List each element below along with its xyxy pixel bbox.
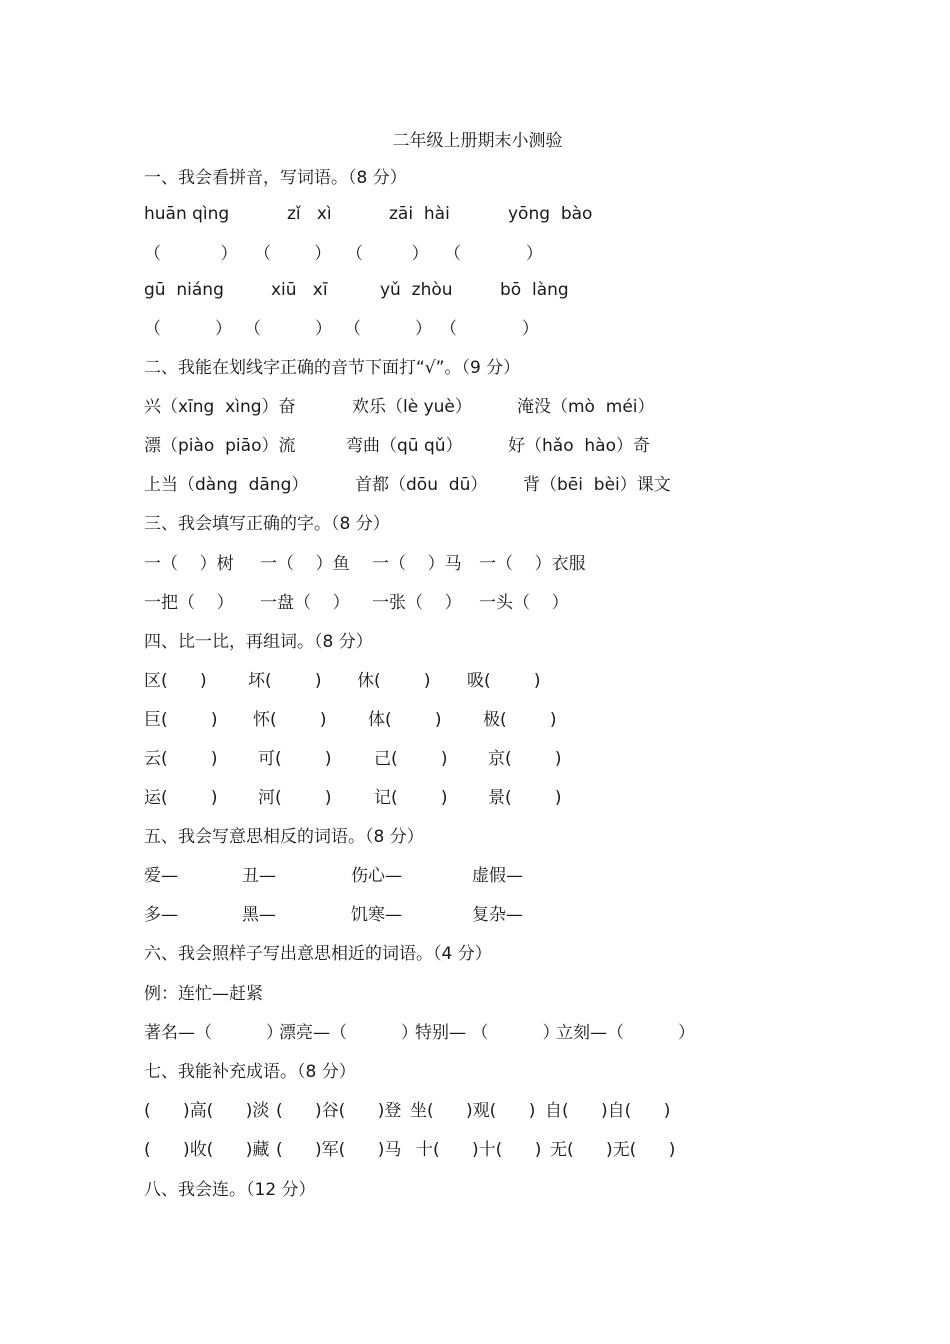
synonym-item[interactable]: 漂亮—（ ）: [279, 1023, 419, 1043]
answer-blank[interactable]: （ ）: [346, 244, 429, 264]
answer-blank-row-1: [144, 242, 744, 266]
answer-blank[interactable]: （ ）: [444, 244, 543, 264]
section-7-heading: 七、我能补充成语。（8 分）: [144, 1062, 356, 1082]
idiom-item[interactable]: ( )谷( )登: [276, 1101, 402, 1121]
word-group-row-2: [144, 708, 744, 732]
word-group-item[interactable]: 景( ): [488, 788, 562, 808]
word-group-item[interactable]: 坏( ): [248, 671, 322, 691]
measure-word-row-2: [144, 591, 744, 615]
pronunciation-row-1: [144, 395, 744, 419]
word-group-item[interactable]: 河( ): [258, 788, 332, 808]
pinyin-item: yǔ zhòu: [380, 280, 453, 300]
idiom-item[interactable]: 无( )无( ): [550, 1140, 676, 1160]
word-group-item[interactable]: 巨( ): [144, 710, 218, 730]
pinyin-item: zāi hài: [389, 204, 450, 224]
answer-blank[interactable]: （ ）: [144, 244, 238, 264]
word-group-item[interactable]: 己( ): [374, 749, 448, 769]
antonym-item[interactable]: 爱—: [144, 866, 178, 886]
pronunciation-item[interactable]: 上当（dàng dāng）: [144, 475, 309, 495]
idiom-item[interactable]: ( )高( )淡: [144, 1101, 270, 1121]
word-group-item[interactable]: 云( ): [144, 749, 218, 769]
measure-word-item[interactable]: 一盘（ ）: [260, 593, 350, 613]
synonym-item[interactable]: 立刻—（ ）: [556, 1023, 696, 1043]
pronunciation-item[interactable]: 背（bēi bèi）课文: [523, 475, 671, 495]
measure-word-item[interactable]: 一头（ ）: [479, 593, 569, 613]
word-group-item[interactable]: 京( ): [488, 749, 562, 769]
idiom-item[interactable]: 坐( )观( ): [410, 1101, 536, 1121]
pronunciation-item[interactable]: 好（hǎo hào）奇: [508, 436, 650, 456]
word-group-item[interactable]: 极( ): [483, 710, 557, 730]
pronunciation-row-3: [144, 473, 744, 497]
pinyin-row-2: [144, 278, 744, 302]
page-title: 二年级上册期末小测验: [392, 131, 563, 151]
synonym-item[interactable]: 特别— （ ）: [415, 1023, 560, 1043]
measure-word-item[interactable]: 一（ ）马: [372, 554, 462, 574]
antonym-item[interactable]: 伤心—: [351, 866, 402, 886]
answer-blank[interactable]: （ ）: [344, 319, 433, 339]
antonym-item[interactable]: 多—: [144, 905, 178, 925]
measure-word-item[interactable]: 一（ ）树: [144, 554, 234, 574]
idiom-item[interactable]: 自( )自( ): [545, 1101, 671, 1121]
word-group-item[interactable]: 可( ): [258, 749, 332, 769]
answer-blank[interactable]: （ ）: [144, 319, 233, 339]
section-1-heading: 一、我会看拼音，写词语。（8 分）: [144, 168, 407, 188]
measure-word-item[interactable]: 一把（ ）: [144, 593, 234, 613]
antonym-item[interactable]: 复杂—: [472, 905, 523, 925]
antonym-item[interactable]: 黑—: [242, 905, 276, 925]
word-group-item[interactable]: 体( ): [368, 710, 442, 730]
antonym-item[interactable]: 虚假—: [472, 866, 523, 886]
word-group-row-4: [144, 786, 744, 810]
section-6-heading: 六、我会照样子写出意思相近的词语。（4 分）: [144, 944, 492, 964]
word-group-item[interactable]: 吸( ): [467, 671, 541, 691]
idiom-item[interactable]: ( )收( )藏: [144, 1140, 270, 1160]
measure-word-item[interactable]: 一张（ ）: [372, 593, 462, 613]
answer-blank[interactable]: （ ）: [244, 319, 333, 339]
word-group-item[interactable]: 运( ): [144, 788, 218, 808]
word-group-item[interactable]: 区( ): [144, 671, 207, 691]
pinyin-item: xiū xī: [271, 280, 328, 300]
pronunciation-item[interactable]: 漂（piào piāo）流: [144, 436, 296, 456]
pinyin-item: bō làng: [500, 280, 569, 300]
word-group-item[interactable]: 记( ): [374, 788, 448, 808]
pronunciation-item[interactable]: 淹没（mò méi）: [517, 397, 655, 417]
word-group-row-1: [144, 669, 744, 693]
section-3-heading: 三、我会填写正确的字。（8 分）: [144, 514, 390, 534]
pronunciation-row-2: [144, 434, 744, 458]
pronunciation-item[interactable]: 欢乐（lè yuè）: [352, 397, 472, 417]
antonym-item[interactable]: 饥寒—: [351, 905, 402, 925]
measure-word-item[interactable]: 一（ ）衣服: [479, 554, 586, 574]
measure-word-row-1: [144, 552, 744, 576]
word-group-item[interactable]: 怀( ): [253, 710, 327, 730]
measure-word-item[interactable]: 一（ ）鱼: [260, 554, 350, 574]
answer-blank[interactable]: （ ）: [254, 244, 332, 264]
idiom-item[interactable]: 十( )十( ): [416, 1140, 542, 1160]
synonym-row-1: [144, 1021, 744, 1045]
pinyin-item: gū niáng: [144, 280, 224, 300]
antonym-row-1: [144, 864, 744, 888]
word-group-item[interactable]: 休( ): [357, 671, 431, 691]
section-4-heading: 四、比一比，再组词。（8 分）: [144, 632, 373, 652]
section-5-heading: 五、我会写意思相反的词语。（8 分）: [144, 827, 424, 847]
answer-blank-row-2: [144, 317, 744, 341]
example-line: 例：连忙—赶紧: [144, 984, 263, 1004]
section-8-heading: 八、我会连。（12 分）: [144, 1180, 316, 1200]
pinyin-row-1: [144, 202, 744, 226]
word-group-row-3: [144, 747, 744, 771]
section-2-heading: 二、我能在划线字正确的音节下面打“√”。（9 分）: [144, 358, 521, 378]
pinyin-item: yōng bào: [508, 204, 593, 224]
synonym-item[interactable]: 著名—（ ）: [144, 1023, 284, 1043]
pinyin-item: zǐ xì: [287, 204, 332, 224]
idiom-row-2: [144, 1138, 744, 1162]
pronunciation-item[interactable]: 弯曲（qū qǔ）: [346, 436, 463, 456]
answer-blank[interactable]: （ ）: [440, 319, 539, 339]
pinyin-item: huān qìng: [144, 204, 230, 224]
idiom-item[interactable]: ( )军( )马: [276, 1140, 402, 1160]
antonym-item[interactable]: 丑—: [242, 866, 276, 886]
pronunciation-item[interactable]: 兴（xīng xìng）奋: [144, 397, 296, 417]
pronunciation-item[interactable]: 首都（dōu dū）: [355, 475, 488, 495]
idiom-row-1: [144, 1099, 744, 1123]
antonym-row-2: [144, 903, 744, 927]
